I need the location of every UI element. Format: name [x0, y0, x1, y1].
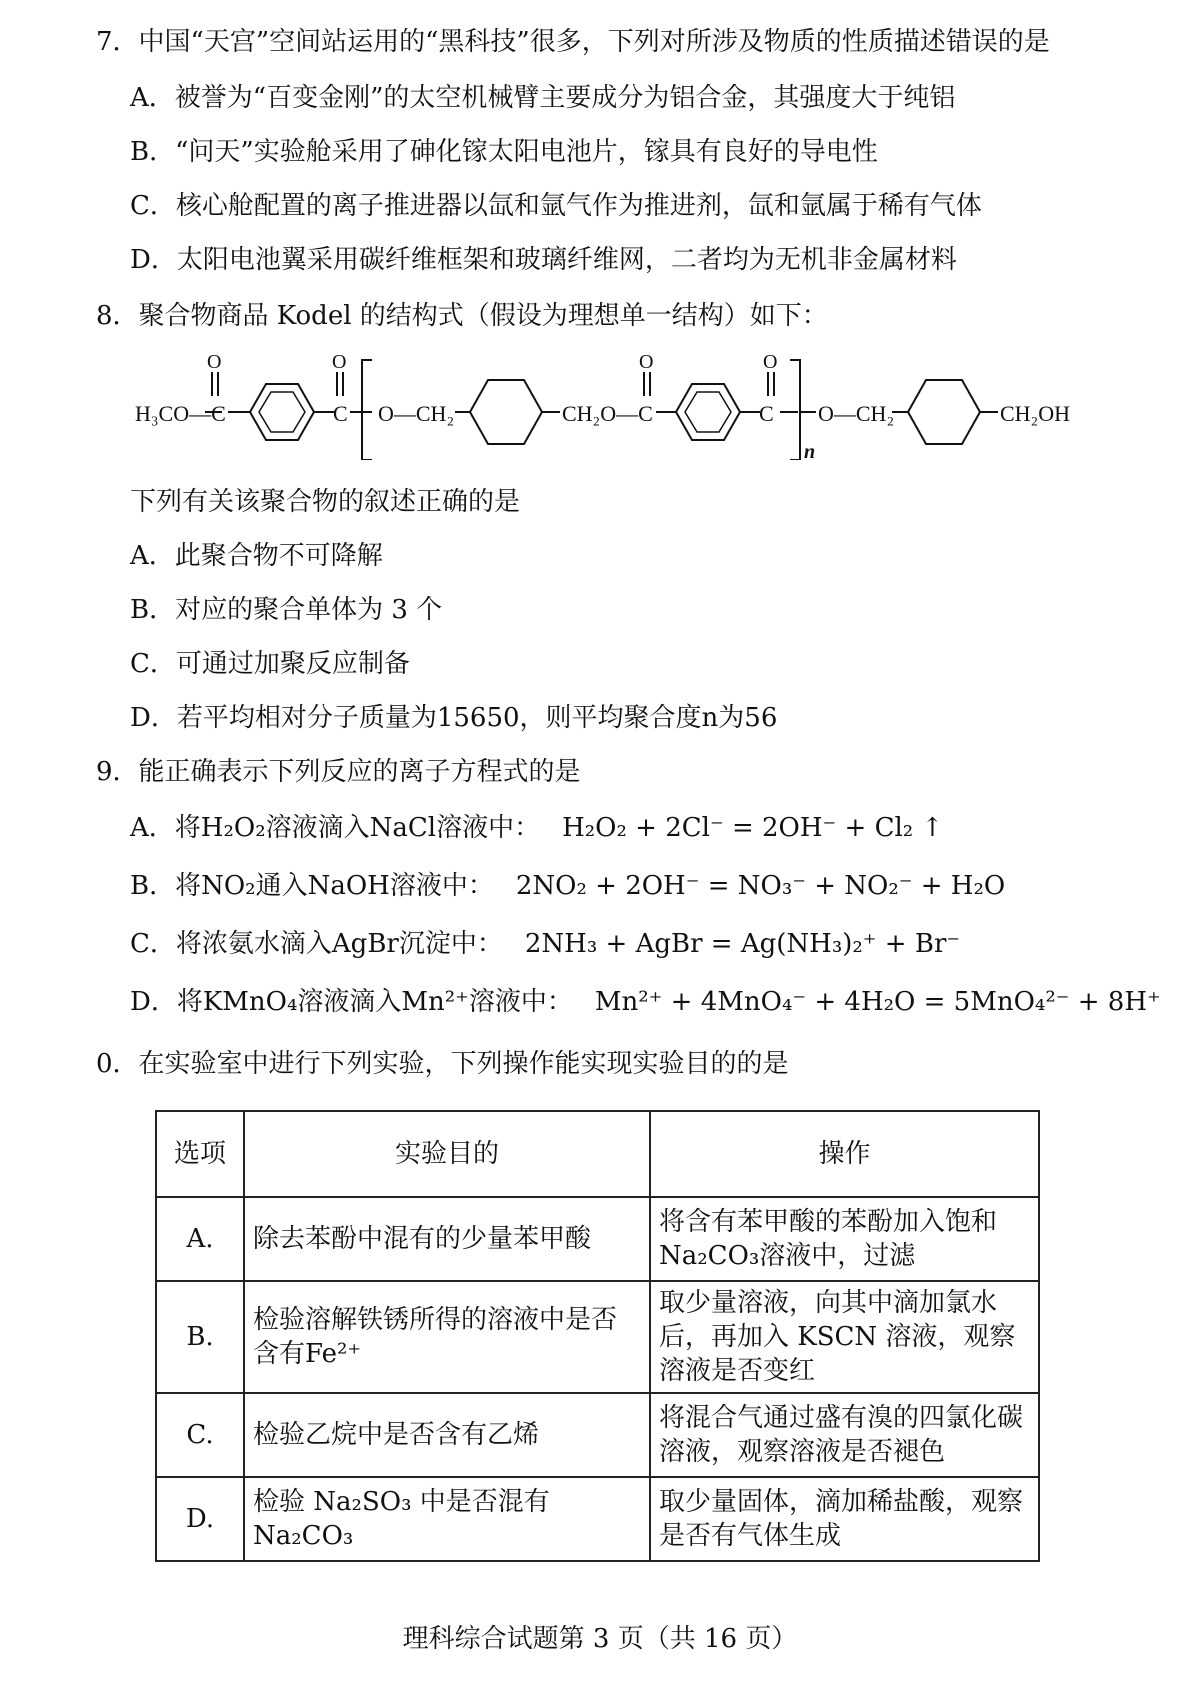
ester-methoxy-group: H₃CO—C: [135, 401, 226, 426]
q7-option-d: D．太阳电池翼采用碳纤维框架和玻璃纤维网，二者均为无机非金属材料: [130, 245, 957, 275]
header-option: 选项: [156, 1111, 244, 1197]
table-row: [156, 1393, 1039, 1477]
header-purpose: 实验目的: [244, 1111, 650, 1197]
row-d-purpose: 检验 Na₂SO₃ 中是否混有 Na₂CO₃: [244, 1477, 650, 1561]
oxymethylene-group-2: O—CH₂: [818, 401, 895, 426]
table-header-row: [156, 1111, 1039, 1197]
table-row: [156, 1197, 1039, 1281]
q9-option-c-equation: 2NH₃ + AgBr = Ag(NH₃)₂⁺ + Br⁻: [524, 929, 961, 959]
row-b-option: B.: [156, 1281, 244, 1393]
q10-stem: 0．在实验室中进行下列实验，下列操作能实现实验目的的是: [96, 1049, 789, 1079]
row-c-option: C.: [156, 1393, 244, 1477]
oxymethylene-group-1: O—CH₂: [378, 401, 455, 426]
q9-option-b-equation: 2NO₂ + 2OH⁻ = NO₃⁻ + NO₂⁻ + H₂O: [515, 871, 1006, 901]
q9-option-b: [130, 868, 1005, 904]
header-operation: 操作: [650, 1111, 1039, 1197]
svg-text:C: C: [759, 401, 774, 426]
q9-option-c-label: C．将浓氨水滴入AgBr沉淀中：: [130, 929, 503, 959]
q8-question: 下列有关该聚合物的叙述正确的是: [130, 487, 521, 517]
carbonyl-o-3: O: [639, 351, 654, 373]
kodel-structure-formula: [0, 350, 1200, 460]
carbonyl-o-1: O: [207, 351, 222, 373]
repeat-unit-n: n: [804, 441, 816, 460]
q8-option-c: C．可通过加聚反应制备: [130, 649, 410, 679]
row-a-purpose: 除去苯酚中混有的少量苯甲酸: [244, 1197, 650, 1281]
carbonyl-o-2: O: [332, 351, 347, 373]
q7-option-b: B．“问天”实验舱采用了砷化镓太阳电池片，镓具有良好的导电性: [130, 137, 878, 167]
experiment-table: [155, 1110, 1040, 1562]
q9-option-b-label: B．将NO₂通入NaOH溶液中：: [130, 871, 494, 901]
q8-option-b: B．对应的聚合单体为 3 个: [130, 595, 443, 625]
q7-stem: 7．中国“天宫”空间站运用的“黑科技”很多，下列对所涉及物质的性质描述错误的是: [96, 27, 1050, 57]
q9-option-a-label: A．将H₂O₂溶液滴入NaCl溶液中：: [130, 813, 541, 843]
q9-option-a-equation: H₂O₂ + 2Cl⁻ = 2OH⁻ + Cl₂ ↑: [562, 813, 944, 843]
hydroxymethyl-end-group: CH₂OH: [1000, 401, 1071, 426]
row-c-operation: 将混合气通过盛有溴的四氯化碳溶液，观察溶液是否褪色: [650, 1393, 1039, 1477]
methyleneoxy-carbonyl-group: CH₂O—C: [562, 401, 653, 426]
row-a-operation: 将含有苯甲酸的苯酚加入饱和Na₂CO₃溶液中，过滤: [650, 1197, 1039, 1281]
q8-option-a: A．此聚合物不可降解: [130, 541, 383, 571]
q8-option-d: D．若平均相对分子质量为15650，则平均聚合度n为56: [130, 703, 778, 733]
carbonyl-o-4: O: [763, 351, 778, 373]
svg-text:C: C: [333, 401, 348, 426]
table-row: [156, 1281, 1039, 1393]
q9-option-d-equation: Mn²⁺ + 4MnO₄⁻ + 4H₂O = 5MnO₄²⁻ + 8H⁺: [594, 987, 1161, 1017]
row-d-operation: 取少量固体，滴加稀盐酸，观察是否有气体生成: [650, 1477, 1039, 1561]
row-b-operation: 取少量溶液，向其中滴加氯水后，再加入 KSCN 溶液，观察溶液是否变红: [650, 1281, 1039, 1393]
page-footer: 理科综合试题第 3 页（共 16 页）: [402, 1624, 798, 1654]
row-d-option: D.: [156, 1477, 244, 1561]
q7-option-c: C．核心舱配置的离子推进器以氙和氩气作为推进剂，氙和氩属于稀有气体: [130, 191, 982, 221]
row-b-purpose: 检验溶解铁锈所得的溶液中是否含有Fe²⁺: [244, 1281, 650, 1393]
q9-option-c: [130, 926, 960, 962]
q7-option-a: A．被誉为“百变金刚”的太空机械臂主要成分为铝合金，其强度大于纯铝: [130, 83, 956, 113]
q9-option-d-label: D．将KMnO₄溶液滴入Mn²⁺溶液中：: [130, 987, 573, 1017]
q9-stem: 9．能正确表示下列反应的离子方程式的是: [96, 757, 581, 787]
table-row: [156, 1477, 1039, 1561]
q8-stem: 8．聚合物商品 Kodel 的结构式（假设为理想单一结构）如下：: [96, 301, 828, 331]
q9-option-a: [130, 810, 943, 846]
q9-option-d: [130, 984, 1161, 1020]
row-c-purpose: 检验乙烷中是否含有乙烯: [244, 1393, 650, 1477]
row-a-option: A.: [156, 1197, 244, 1281]
